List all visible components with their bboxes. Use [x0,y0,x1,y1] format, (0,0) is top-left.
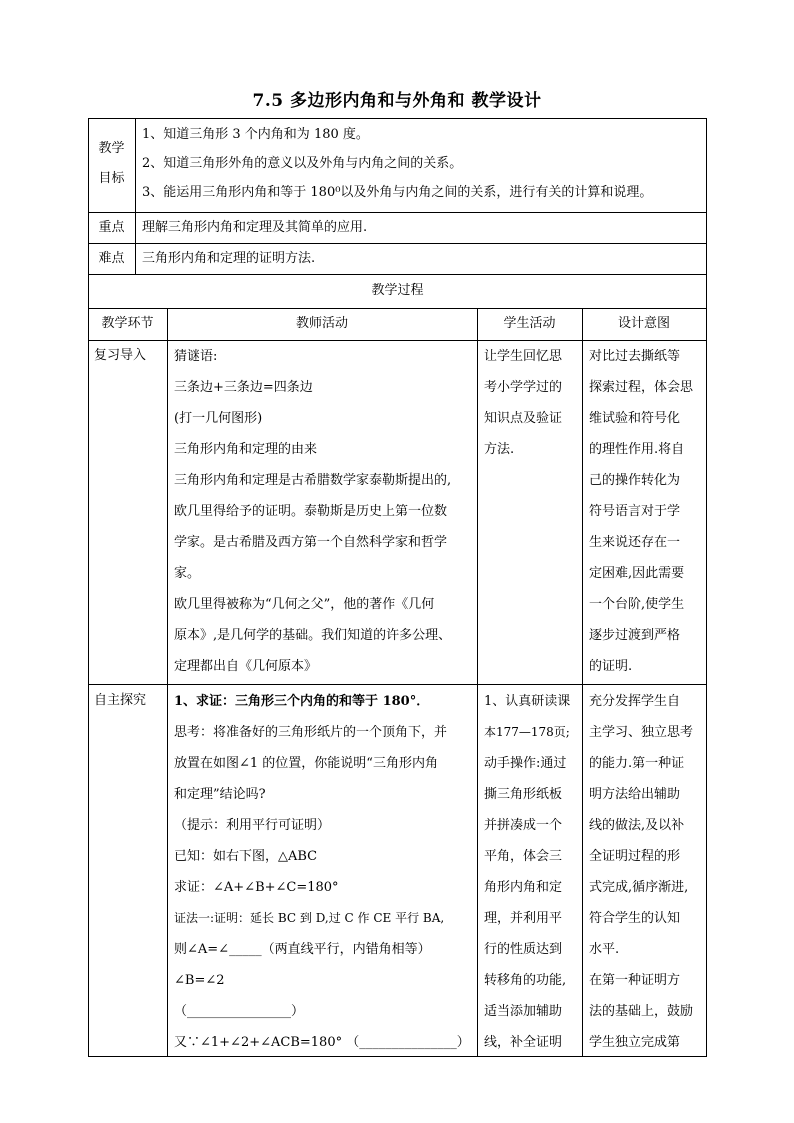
teacher-line: 则∠A=∠_____（两直线平行，内错角相等） [174,942,431,957]
design-intent-review [589,341,704,682]
teacher-line: （提示：利用平行可证明） [174,818,331,833]
process-header: 教学过程 [371,283,424,298]
intent-line: 的理性作用.将自 [589,442,685,457]
goals-label-line: 目标 [98,171,125,186]
goals-items [142,120,652,207]
teacher-line: 三条边+三条边=四条边 [174,380,313,395]
goals-label-line: 教学 [98,141,125,156]
student-line: 1、认真研读课 [484,694,571,709]
intent-line: 定困难,因此需要 [589,566,685,581]
student-line: 理，并利用平 [484,911,563,926]
student-line: 转移角的功能, [484,973,567,988]
student-line: 本177—178页; [484,725,570,739]
col-divider [167,308,168,1056]
intent-line: 明方法给出辅助 [589,787,681,802]
goal-item: 3、能运用三角形内角和等于 180⁰以及外角与内角之间的关系，进行有关的计算和说理。 [142,185,653,200]
teacher-line: 学家。是古希腊及西方第一个自然科学家和哲学 [174,535,448,550]
intent-line: 在第一种证明方 [589,973,681,988]
student-line: 撕三角形纸板 [484,787,563,802]
teacher-line: 思考：将准备好的三角形纸片的一个顶角下，并 [174,725,448,740]
col-header-stage: 教学环节 [101,316,154,331]
teacher-line: 1、求证：三角形三个内角的和等于 180°． [174,694,430,709]
row-divider [88,274,707,275]
teacher-line: 猜谜语: [174,349,218,364]
teacher-line: 和定理”结论吗? [174,787,266,802]
student-line: 方法. [484,442,515,457]
teacher-line: 三角形内角和定理是古希腊数学家泰勒斯提出的, [174,473,452,488]
teacher-line: ∠B=∠2 [174,973,225,988]
student-activity-explore [484,686,579,1058]
teacher-line: 已知：如右下图，△ABC [174,849,318,864]
intent-line: 的证明. [589,659,633,674]
col-header-student: 学生活动 [503,316,556,331]
goal-item: 2、知道三角形外角的意义以及外角与内角之间的关系。 [142,156,463,171]
teacher-line: 证法一:证明：延长 BC 到 D,过 C 作 CE 平行 BA, [174,911,445,925]
teacher-line: 定理都出自《几何原本》 [174,659,318,674]
intent-line: 学生独立完成第 [589,1035,681,1050]
design-intent-explore [589,686,704,1058]
teacher-activity-review [174,341,474,682]
row-divider [88,684,707,685]
teacher-line: 欧几里得被称为“几何之父”，他的著作《几何 [174,597,435,612]
intent-line: 线的做法,及以补 [589,818,685,833]
teacher-line: 又∵∠1+∠2+∠ACB=180° （_______________） [174,1035,470,1050]
intent-line: 己的操作转化为 [589,473,681,488]
teacher-line: （________________） [174,1004,305,1019]
stage-explore: 自主探究 [94,693,147,708]
goal-item: 1、知道三角形 3 个内角和为 180 度。 [142,127,369,142]
student-line: 平角，体会三 [484,849,563,864]
goals-label [88,134,135,194]
teacher-line: 三角形内角和定理的由来 [174,442,318,457]
col-divider [582,308,583,1056]
table-border-right [706,118,707,1057]
intent-line: 符号语言对于学 [589,504,681,519]
teacher-line: 原本》,是几何学的基础。我们知道的许多公理、 [174,628,452,643]
intent-line: 一个台阶,使学生 [589,597,685,612]
student-line: 适当添加辅助 [484,1004,563,1019]
intent-line: 符合学生的认知 [589,911,681,926]
student-line: 考小学学过的 [484,380,563,395]
teacher-line: (打一几何图形) [174,411,263,426]
student-activity-review [484,341,579,465]
student-line: 行的性质达到 [484,942,563,957]
intent-line: 生来说还存在一 [589,535,681,550]
student-line: 角形内角和定 [484,880,563,895]
teacher-line: 家。 [174,566,201,581]
intent-line: 维试验和符号化 [589,411,681,426]
teacher-line: 求证：∠A+∠B+∠C=180° [174,880,339,895]
intent-line: 法的基础上，鼓励 [589,1004,694,1019]
intent-line: 水平. [589,942,620,957]
difficulty-label: 难点 [98,251,125,266]
teacher-line: 欧几里得给予的证明。泰勒斯是历史上第一位数 [174,504,448,519]
intent-line: 逐步过渡到严格 [589,628,681,643]
intent-line: 全证明过程的形 [589,849,681,864]
col-header-intent: 设计意图 [617,316,670,331]
intent-line: 主学习、独立思考 [589,725,694,740]
student-line: 让学生回忆思 [484,349,563,364]
stage-review: 复习导入 [94,348,147,363]
col-divider [477,308,478,1056]
col-header-teacher: 教师活动 [295,316,348,331]
col-divider [135,118,136,274]
difficulty-text: 三角形内角和定理的证明方法. [142,251,316,266]
teacher-line: 放置在如图∠1 的位置，你能说明“三角形内角 [174,756,438,771]
teacher-activity-explore [174,686,474,1058]
document-title: 7.5 多边形内角和与外角和 教学设计 [252,91,542,111]
key-point-label: 重点 [98,220,125,235]
student-line: 知识点及验证 [484,411,563,426]
table-border-top [88,118,707,119]
intent-line: 式完成,循序渐进, [589,880,689,895]
student-line: 线，补全证明 [484,1035,563,1050]
student-line: 并拼凑成一个 [484,818,563,833]
intent-line: 对比过去撕纸等 [589,349,681,364]
intent-line: 探索过程，体会思 [589,380,694,395]
key-point-text: 理解三角形内角和定理及其简单的应用. [142,220,368,235]
intent-line: 充分发挥学生自 [589,694,681,709]
intent-line: 的能力.第一种证 [589,756,685,771]
student-line: 动手操作:通过 [484,756,567,771]
